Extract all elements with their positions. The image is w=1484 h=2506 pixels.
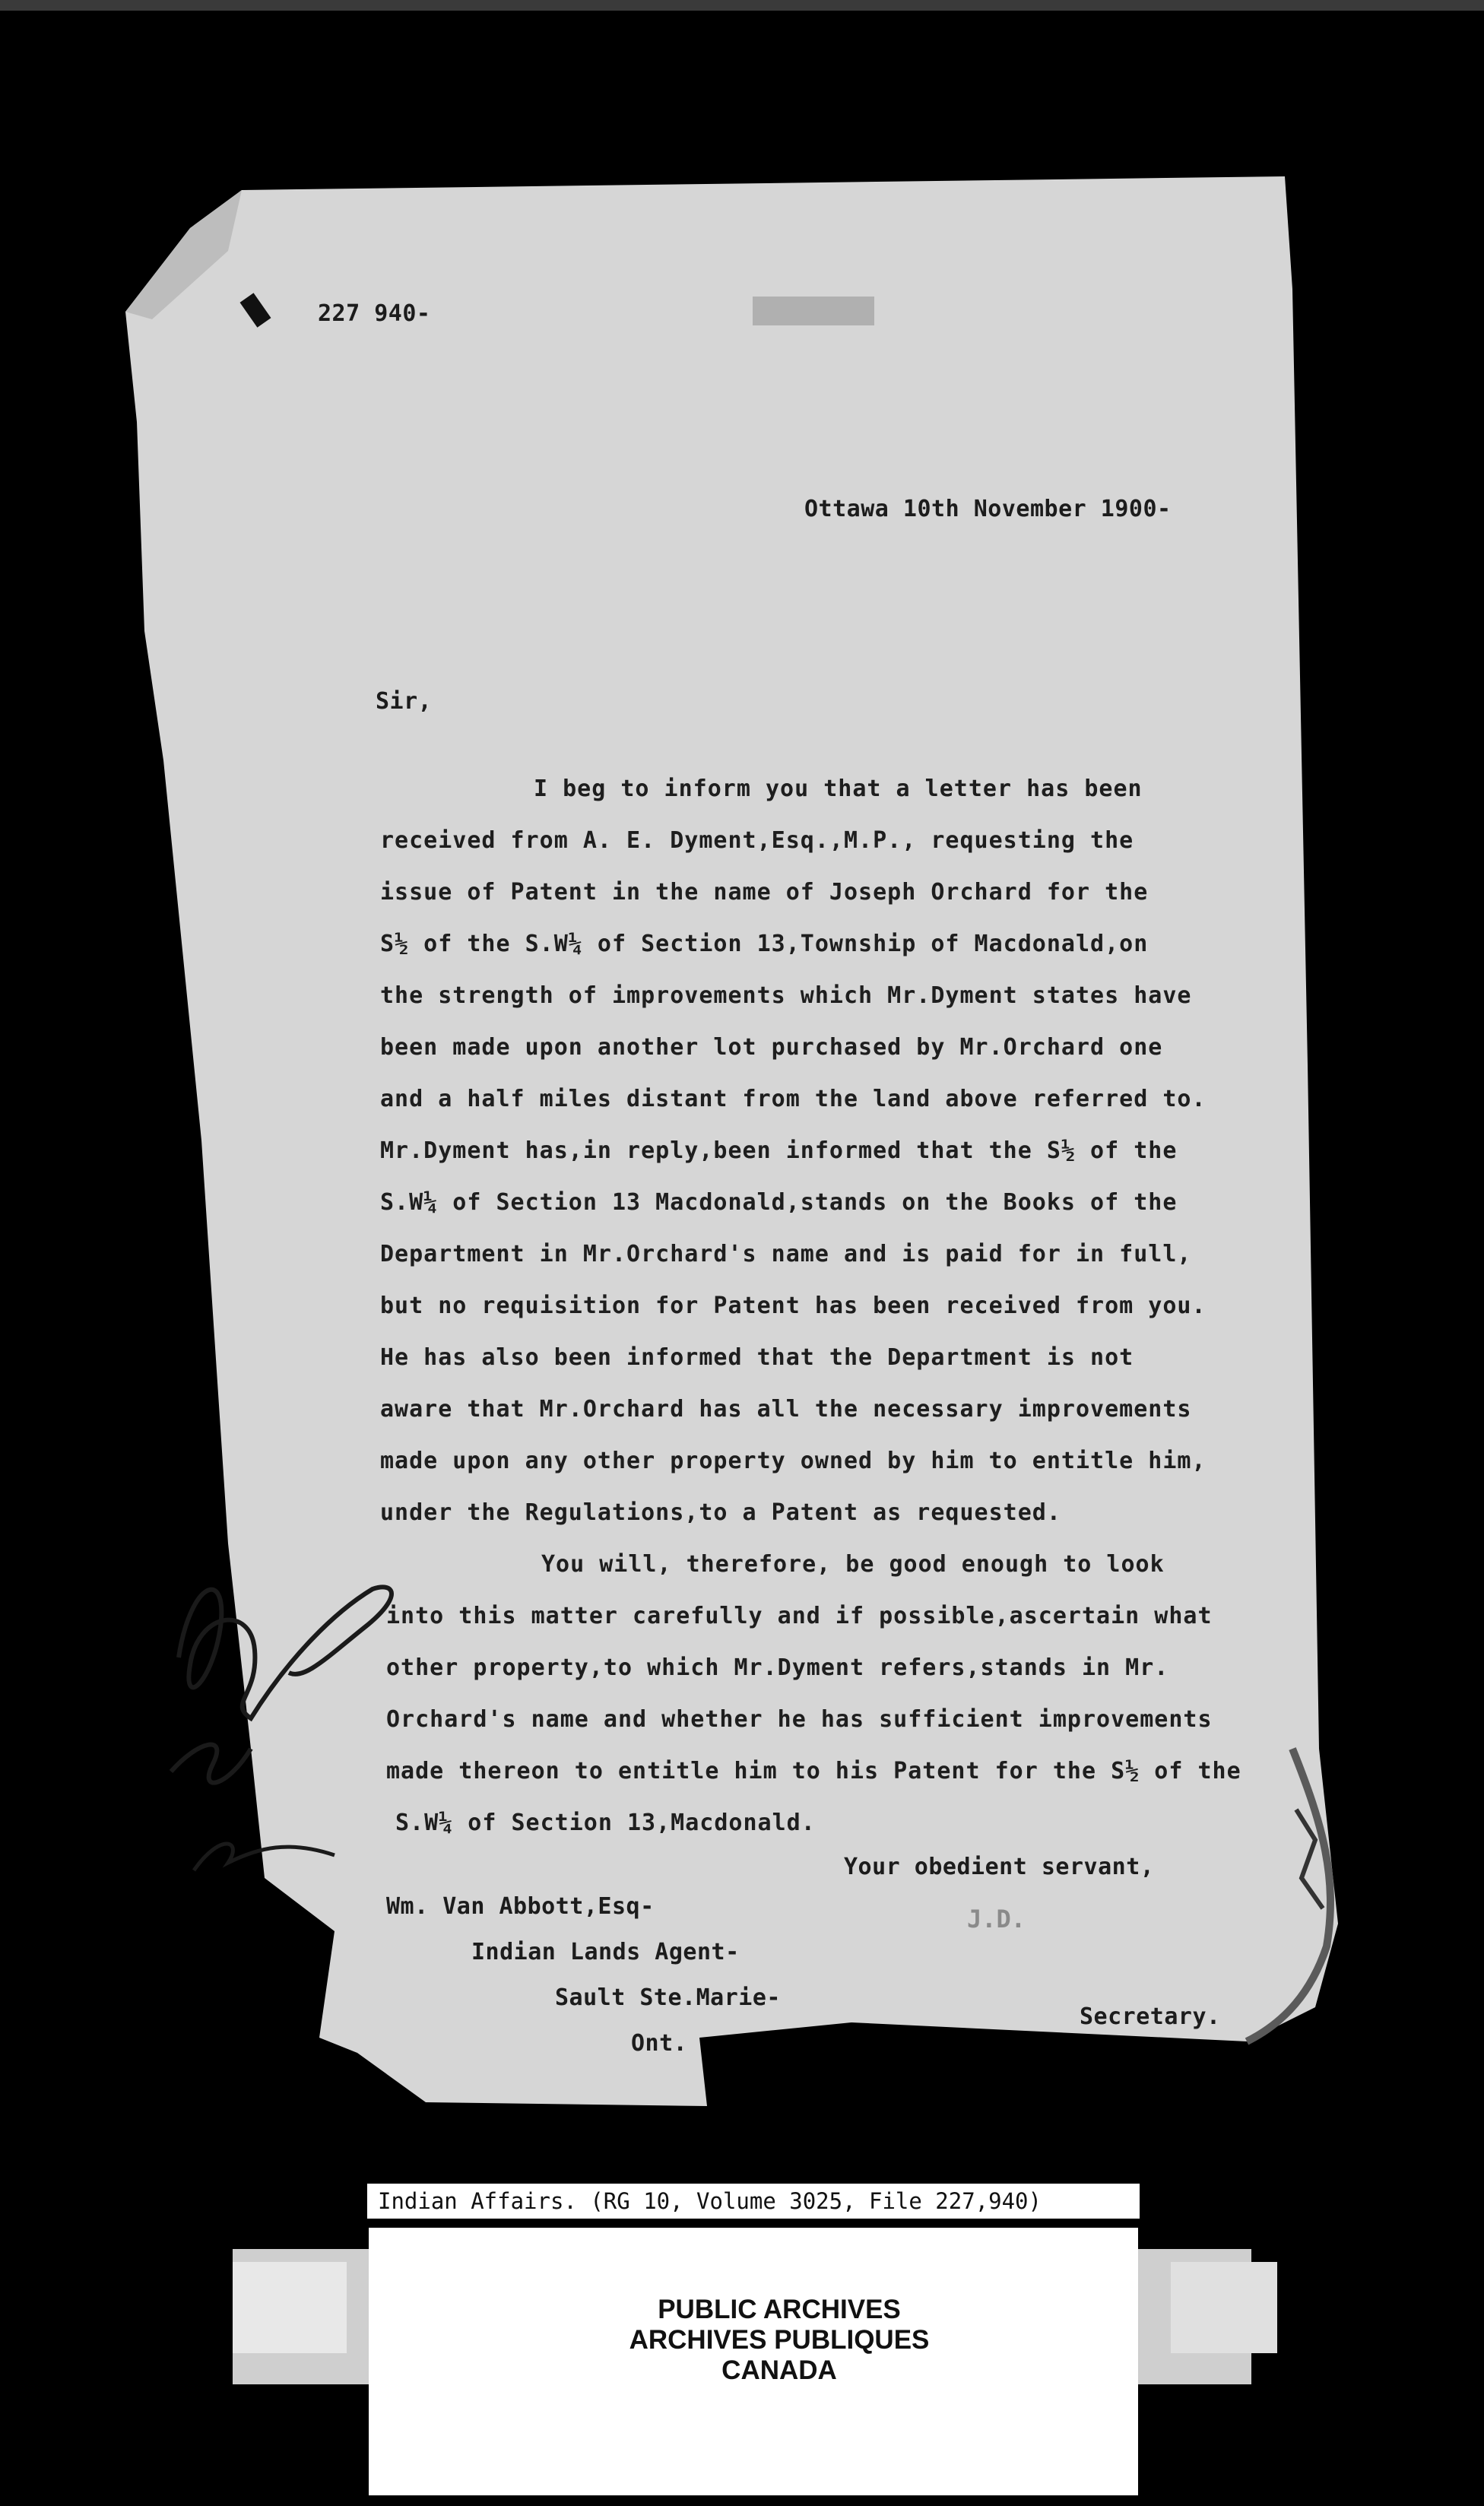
body-line: into this matter carefully and if possible,ascertain what: [386, 1603, 1213, 1629]
body-line: but no requisition for Patent has been received from you.: [380, 1293, 1207, 1319]
body-line: S.W¼ of Section 13 Macdonald,stands on the Books of the: [380, 1189, 1178, 1216]
addressee-name: Wm. Van Abbott,Esq-: [386, 1893, 655, 1920]
body-line: You will, therefore, be good enough to look: [541, 1551, 1165, 1578]
body-line: the strength of improvements which Mr.Dyment states have: [380, 982, 1192, 1009]
archive-line-1: PUBLIC ARCHIVES: [658, 2295, 901, 2324]
file-number: 227 940-: [318, 300, 431, 327]
addressee-province: Ont.: [631, 2030, 688, 2057]
body-line: S.W¼ of Section 13,Macdonald.: [395, 1810, 816, 1836]
body-line: S½ of the S.W¼ of Section 13,Township of Macdonald,on: [380, 931, 1149, 957]
signature-stamp: J.D.: [967, 1905, 1026, 1933]
body-line: aware that Mr.Orchard has all the necessary improvements: [380, 1396, 1192, 1423]
archive-line-2: ARCHIVES PUBLIQUES: [629, 2325, 930, 2355]
archive-line-3: CANADA: [721, 2355, 837, 2385]
body-line: been made upon another lot purchased by Mr.Orchard one: [380, 1034, 1163, 1061]
archive-stamp: [426, 2295, 1133, 2386]
body-line: He has also been informed that the Department is not: [380, 1344, 1134, 1371]
body-line: other property,to which Mr.Dyment refers,stands in Mr.: [386, 1654, 1169, 1681]
closing: Your obedient servant,: [844, 1854, 1155, 1880]
body-line: I beg to inform you that a letter has been: [534, 776, 1143, 802]
date-line: Ottawa 10th November 1900-: [804, 496, 1172, 522]
body-line: Mr.Dyment has,in reply,been informed that the S½ of the: [380, 1137, 1178, 1164]
secretary-title: Secretary.: [1080, 2003, 1221, 2030]
body-line: and a half miles distant from the land above referred to.: [380, 1086, 1207, 1112]
body-line: under the Regulations,to a Patent as requested.: [380, 1499, 1061, 1526]
body-line: received from A. E. Dyment,Esq.,M.P., requesting the: [380, 827, 1134, 854]
body-line: Department in Mr.Orchard's name and is paid for in full,: [380, 1241, 1192, 1267]
addressee-title: Indian Lands Agent-: [471, 1939, 740, 1965]
addressee-city: Sault Ste.Marie-: [555, 1984, 781, 2011]
body-line: made thereon to entitle him to his Patent for the S½ of the: [386, 1758, 1241, 1784]
body-line: issue of Patent in the name of Joseph Orchard for the: [380, 879, 1149, 906]
body-line: made upon any other property owned by him to entitle him,: [380, 1448, 1207, 1474]
reference-caption: Indian Affairs. (RG 10, Volume 3025, File 227,940): [367, 2184, 1140, 2219]
salutation: Sir,: [376, 688, 433, 715]
body-line: Orchard's name and whether he has sufficient improvements: [386, 1706, 1213, 1733]
